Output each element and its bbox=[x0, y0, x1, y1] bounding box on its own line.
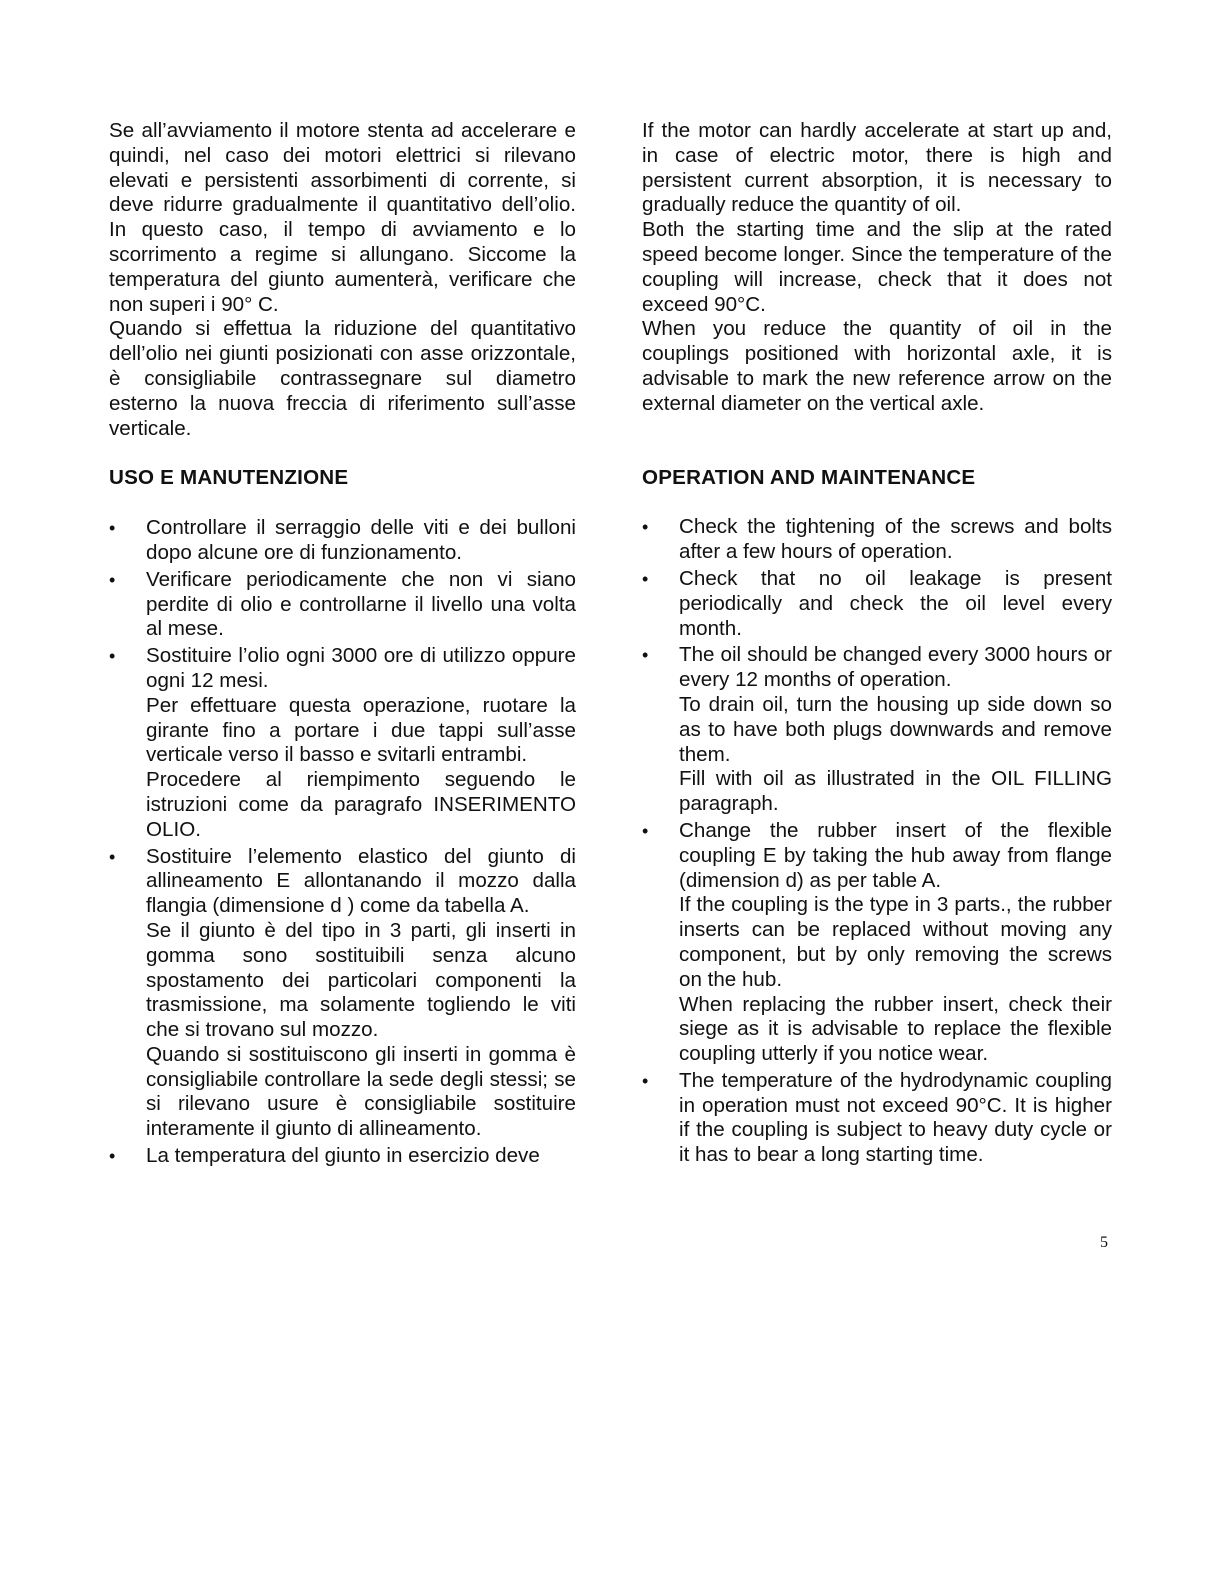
list-item-text: To drain oil, turn the housing up side down so as to have both plugs downwards and remove them. bbox=[679, 692, 1112, 766]
list-item-text: Controllare il serraggio delle viti e dei bulloni dopo alcune ore di funzionamento. bbox=[146, 516, 576, 564]
list-item bbox=[109, 1144, 576, 1169]
list-item-text: Fill with oil as illustrated in the OIL FILLING paragraph. bbox=[679, 767, 1112, 816]
list-item bbox=[642, 567, 1112, 641]
list-item-text: The oil should be changed every 3000 hours or every 12 months of operation. bbox=[679, 643, 1112, 692]
italian-column bbox=[109, 119, 576, 1169]
bullet-icon: • bbox=[109, 569, 116, 590]
italian-maintenance-list bbox=[109, 516, 576, 1169]
italian-intro-paragraph-2: Quando si effettua la riduzione del quantitativo dell’olio nei giunti posizionati con asse orizzontale, è consigliabile contrassegnare sul diametro esterno la nuova freccia di riferimento sull’asse verticale. bbox=[109, 317, 576, 440]
bullet-icon: • bbox=[109, 846, 116, 867]
bullet-icon: • bbox=[642, 820, 649, 841]
bullet-icon: • bbox=[642, 645, 649, 666]
italian-section-heading: USO E MANUTENZIONE bbox=[109, 466, 349, 490]
list-item bbox=[642, 643, 1112, 817]
bullet-icon: • bbox=[109, 1146, 116, 1167]
list-item-text: The temperature of the hydrodynamic coupling in operation must not exceed 90°C. It is higher if the coupling is subject to heavy duty cycle or it has to bear a long starting time. bbox=[679, 1068, 1112, 1167]
list-item-text: If the coupling is the type in 3 parts., the rubber inserts can be replaced without moving any component, but by only removing the screws on the hub. bbox=[679, 893, 1112, 991]
list-item-text: Sostituire l’elemento elastico del giunto di allineamento E allontanando il mozzo dalla flangia (dimensione d ) come da tabella A. bbox=[146, 844, 576, 918]
bullet-icon: • bbox=[642, 568, 649, 589]
bullet-icon: • bbox=[109, 646, 116, 667]
list-item-text: La temperatura del giunto in esercizio deve bbox=[146, 1144, 540, 1168]
italian-intro-paragraph-1: Se all’avviamento il motore stenta ad accelerare e quindi, nel caso dei motori elettrici si rilevano elevati e persistenti assorbimenti di corrente, si deve ridurre gradualmente il quantitativo dell’olio. In questo caso, il tempo di avviamento e lo scorrimento a regime si allungano. Siccome la temperatura del giunto aumenterà, verificare che non superi i 90° C. bbox=[109, 119, 576, 316]
english-intro-paragraph-3: When you reduce the quantity of oil in the couplings positioned with horizontal axle, it is advisable to mark the new reference arrow on the external diameter on the vertical axle. bbox=[642, 317, 1112, 415]
list-item bbox=[109, 568, 576, 642]
list-item-text: Check that no oil leakage is present periodically and check the oil level every month. bbox=[679, 566, 1112, 640]
list-item bbox=[109, 516, 576, 566]
bullet-icon: • bbox=[109, 518, 116, 539]
list-item-text: Verificare periodicamente che non vi siano perdite di olio e controllarne il livello una volta al mese. bbox=[146, 567, 576, 641]
list-item bbox=[109, 644, 576, 842]
english-maintenance-list bbox=[642, 515, 1112, 1168]
english-column bbox=[642, 119, 1112, 1168]
list-item-text: Se il giunto è del tipo in 3 parti, gli inserti in gomma sono sostituibili senza alcuno spostamento dei particolari componenti la trasmissione, ma solamente togliendo le viti che si trovano sul mozzo. bbox=[146, 918, 576, 1042]
list-item bbox=[642, 1069, 1112, 1168]
list-item-text: Sostituire l’olio ogni 3000 ore di utilizzo oppure ogni 12 mesi. bbox=[146, 644, 576, 692]
english-section-heading: OPERATION AND MAINTENANCE bbox=[642, 465, 976, 489]
english-intro-paragraph-2: Both the starting time and the slip at the rated speed become longer. Since the temperature of the coupling will increase, check that it does not exceed 90°C. bbox=[642, 218, 1112, 316]
list-item-text: Per effettuare questa operazione, ruotare la girante fino a portare i due tappi sull’asse verticale verso il basso e svitarli entrambi. bbox=[146, 693, 576, 767]
list-item-text: Check the tightening of the screws and bolts after a few hours of operation. bbox=[679, 515, 1112, 564]
list-item bbox=[642, 819, 1112, 1067]
page-number: 5 bbox=[1100, 1234, 1108, 1251]
list-item-text: Change the rubber insert of the flexible coupling E by taking the hub away from flange (dimension d) as per table A. bbox=[679, 818, 1112, 892]
list-item-text: Quando si sostituiscono gli inserti in gomma è consigliabile controllare la sede degli stessi; se si rilevano usure è consigliabile sostituire interamente il giunto di allineamento. bbox=[146, 1042, 576, 1141]
list-item bbox=[109, 845, 576, 1143]
list-item-text: Procedere al riempimento seguendo le istruzioni come da paragrafo INSERIMENTO OLIO. bbox=[146, 768, 576, 841]
bullet-icon: • bbox=[642, 1070, 649, 1091]
english-intro-paragraph-1: If the motor can hardly accelerate at start up and, in case of electric motor, there is high and persistent current absorption, it is necessary to gradually reduce the quantity of oil. bbox=[642, 119, 1112, 217]
bullet-icon: • bbox=[642, 517, 649, 538]
list-item-text: When replacing the rubber insert, check their siege as it is advisable to replace the flexible coupling utterly if you notice wear. bbox=[679, 992, 1112, 1066]
list-item bbox=[642, 515, 1112, 565]
